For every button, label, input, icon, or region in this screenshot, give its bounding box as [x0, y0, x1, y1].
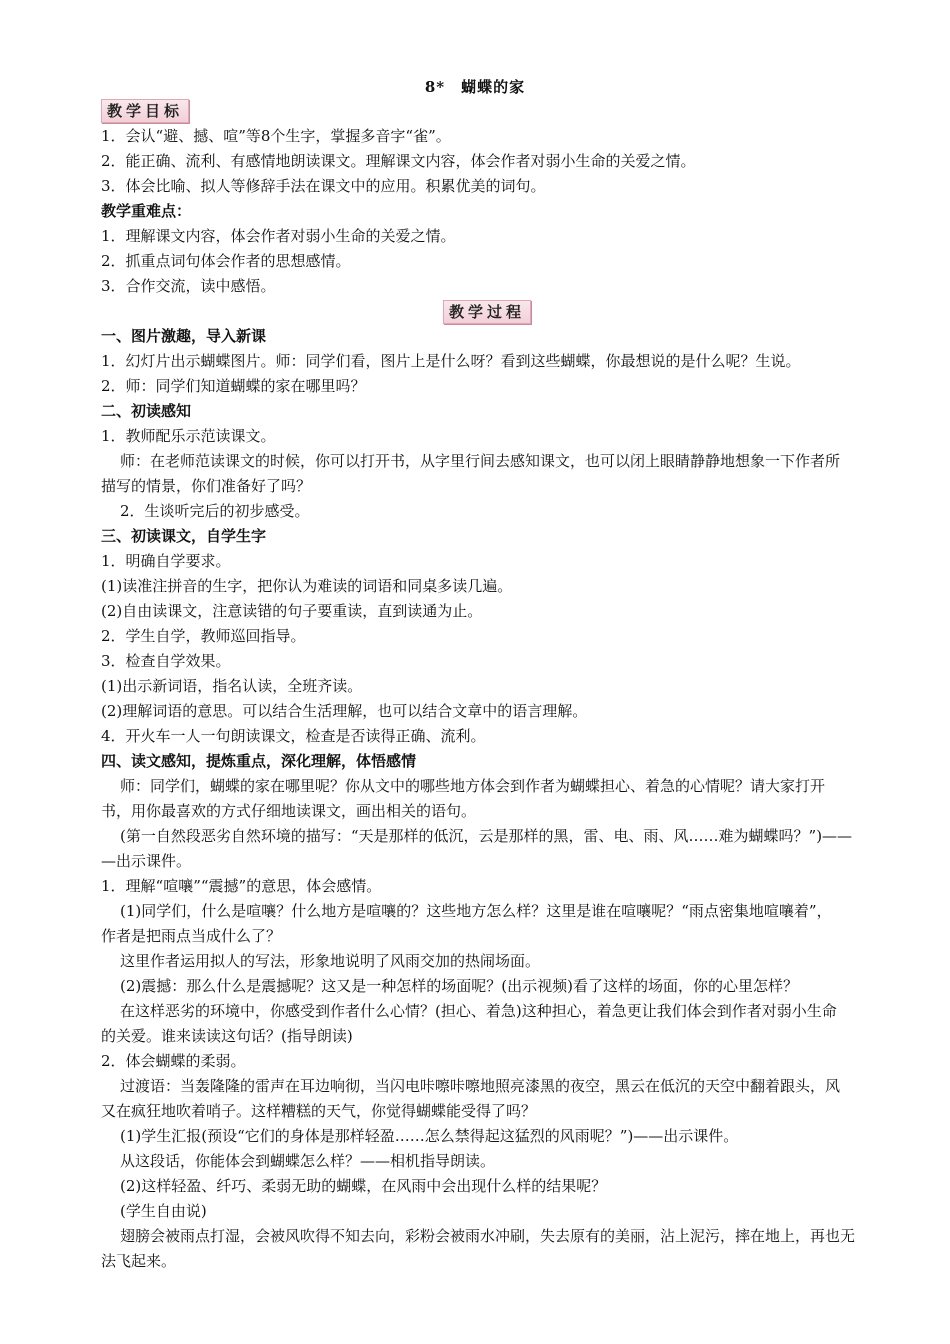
- paragraph-line: 这里作者运用拟人的写法，形象地说明了风雨交加的热闹场面。: [120, 952, 541, 970]
- paragraph-line: (1)出示新词语，指名认读，全班齐读。: [101, 677, 363, 695]
- paragraph-line: 过渡语：当轰隆隆的雷声在耳边响彻，当闪电咔嚓咔嚓地照亮漆黑的夜空，黑云在低沉的天空中翻着跟头，风: [120, 1077, 841, 1095]
- paragraph-line: (2)理解词语的意思。可以结合生活理解，也可以结合文章中的语言理解。: [101, 702, 588, 720]
- paragraph-line: 1．幻灯片出示蝴蝶图片。师：同学们看，图片上是什么呀？看到这些蝴蝶，你最想说的是什么呢？生说。: [101, 352, 801, 370]
- paragraph-line: 1．教师配乐示范读课文。: [101, 427, 276, 445]
- paragraph-line: (1)学生汇报(预设“它们的身体是那样轻盈……怎么禁得起这猛烈的风雨呢？”)——出示课件。: [120, 1127, 739, 1145]
- paragraph-line: 师：同学们，蝴蝶的家在哪里呢？你从文中的哪些地方体会到作者为蝴蝶担心、着急的心情呢？请大家打开: [120, 777, 826, 795]
- section-heading-2: 二、初读感知: [101, 402, 192, 420]
- goal-line-2: 2．能正确、流利、有感情地朗读课文。理解课文内容，体会作者对弱小生命的关爱之情。: [101, 152, 696, 170]
- lesson-title: 8* 蝴蝶的家: [424, 78, 526, 96]
- paragraph-line: (1)同学们，什么是喧嚷？什么地方是喧嚷的？这些地方怎么样？这里是谁在喧嚷呢？“雨点密集地喧嚷着”，: [120, 902, 832, 920]
- paragraph-line: 法飞起来。: [101, 1252, 177, 1270]
- paragraph-line: 2．学生自学，教师巡回指导。: [101, 627, 306, 645]
- paragraph-line: 的关爱。谁来读读这句话？(指导朗读): [101, 1027, 353, 1045]
- key-point-1: 1．理解课文内容，体会作者对弱小生命的关爱之情。: [101, 227, 456, 245]
- key-point-2: 2．抓重点词句体会作者的思想感情。: [101, 252, 351, 270]
- paragraph-line: 1．明确自学要求。: [101, 552, 231, 570]
- section-heading-4: 四、读文感知，提炼重点，深化理解，体悟感情: [101, 752, 417, 770]
- paragraph-line: 在这样恶劣的环境中，你感受到作者什么心情？(担心、着急)这种担心，着急更让我们体会到作者对弱小生命: [120, 1002, 837, 1020]
- section-heading-3: 三、初读课文，自学生字: [101, 527, 267, 545]
- paragraph-line: (1)读准注拼音的生字，把你认为难读的词语和同桌多读几遍。: [101, 577, 513, 595]
- paragraph-line: 2．生谈听完后的初步感受。: [120, 502, 310, 520]
- paragraph-line: (2)震撼：那么什么是震撼呢？这又是一种怎样的场面呢？(出示视频)看了这样的场面，你的心里怎样？: [120, 977, 798, 995]
- goal-line-3: 3．体会比喻、拟人等修辞手法在课文中的应用。积累优美的词句。: [101, 177, 546, 195]
- paragraph-line: 2．师：同学们知道蝴蝶的家在哪里吗？: [101, 377, 366, 395]
- section-heading-1: 一、图片激趣，导入新课: [101, 327, 267, 345]
- paragraph-line: 师：在老师范读课文的时候，你可以打开书，从字里行间去感知课文，也可以闭上眼睛静静地想象一下作者所: [120, 452, 841, 470]
- paragraph-line: 描写的情景，你们准备好了吗？: [101, 477, 312, 495]
- paragraph-line: 作者是把雨点当成什么了？: [101, 927, 282, 945]
- paragraph-line: (2)这样轻盈、纤巧、柔弱无助的蝴蝶，在风雨中会出现什么样的结果呢？: [120, 1177, 607, 1195]
- paragraph-line: 又在疯狂地吹着哨子。这样糟糕的天气，你觉得蝴蝶能受得了吗？: [101, 1102, 537, 1120]
- goal-line-1: 1．会认“避、撼、喧”等8个生字，掌握多音字“雀”。: [101, 127, 451, 145]
- paragraph-line: (2)自由读课文，注意读错的句子要重读，直到读通为止。: [101, 602, 483, 620]
- paragraph-line: 4．开火车一人一句朗读课文，检查是否读得正确、流利。: [101, 727, 486, 745]
- paragraph-line: 3．检查自学效果。: [101, 652, 231, 670]
- paragraph-line: 翅膀会被雨点打湿，会被风吹得不知去向，彩粉会被雨水冲刷，失去原有的美丽，沾上泥污，摔在地上，再也无: [120, 1227, 856, 1245]
- paragraph-line: (第一自然段恶劣自然环境的描写：“天是那样的低沉，云是那样的黑，雷、电、雨、风……难为蝴蝶吗？”)——: [120, 827, 853, 845]
- key-points-heading: 教学重难点：: [101, 202, 192, 220]
- paragraph-line: —出示课件。: [101, 852, 192, 870]
- section-badge-goals: 教学目标: [101, 99, 189, 123]
- section-badge-process: 教学过程: [443, 300, 531, 324]
- paragraph-line: 2．体会蝴蝶的柔弱。: [101, 1052, 246, 1070]
- paragraph-line: (学生自由说): [120, 1202, 207, 1220]
- paragraph-line: 书，用你最喜欢的方式仔细地读课文，画出相关的语句。: [101, 802, 477, 820]
- paragraph-line: 1．理解“喧嚷”“震撼”的意思，体会感情。: [101, 877, 382, 895]
- key-point-3: 3．合作交流，读中感悟。: [101, 277, 276, 295]
- paragraph-line: 从这段话，你能体会到蝴蝶怎么样？——相机指导朗读。: [120, 1152, 496, 1170]
